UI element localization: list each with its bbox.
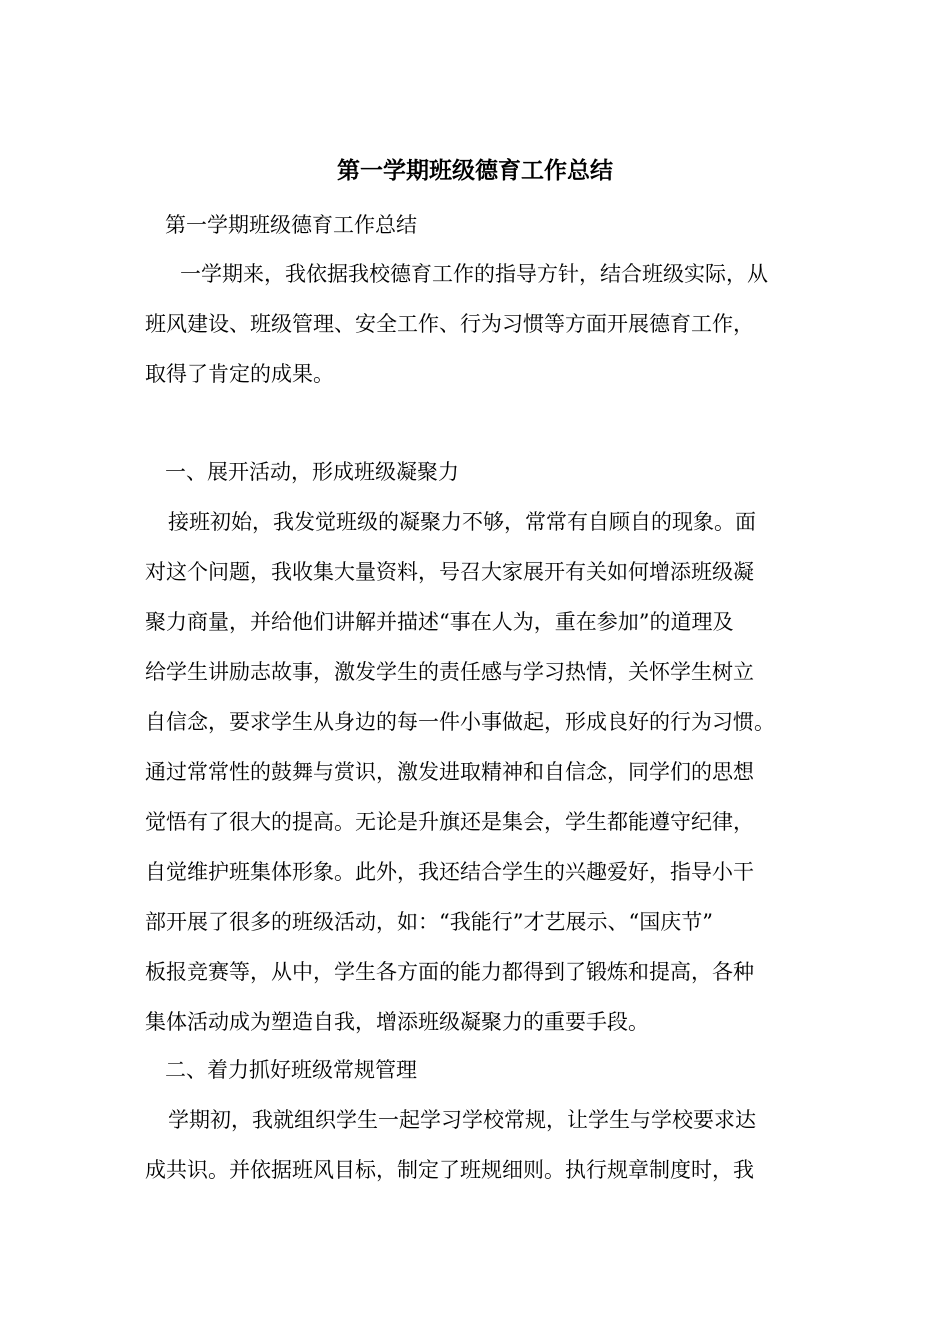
paragraph-line: 接班初始，我发觉班级的凝聚力不够，常常有自顾自的现象。面 xyxy=(168,510,756,534)
paragraph-line: 觉悟有了很大的提高。无论是升旗还是集会，学生都能遵守纪律， xyxy=(145,810,754,834)
paragraph-line: 学期初，我就组织学生一起学习学校常规，让学生与学校要求达 xyxy=(168,1108,756,1132)
paragraph-line: 通过常常性的鼓舞与赏识，激发进取精神和自信念，同学们的思想 xyxy=(145,760,754,784)
paragraph-line: 部开展了很多的班级活动，如：“我能行”才艺展示、“国庆节” xyxy=(145,910,713,934)
paragraph-line: 成共识。并依据班风目标，制定了班规细则。执行规章制度时，我 xyxy=(145,1158,754,1182)
document-title: 第一学期班级德育工作总结 xyxy=(337,157,613,184)
document-subtitle: 第一学期班级德育工作总结 xyxy=(165,213,417,237)
paragraph-line: 板报竞赛等，从中，学生各方面的能力都得到了锻炼和提高，各种 xyxy=(145,960,754,984)
paragraph-line: 自信念，要求学生从身边的每一件小事做起，形成良好的行为习惯。 xyxy=(145,710,775,734)
intro-line: 一学期来，我依据我校德育工作的指导方针，结合班级实际，从 xyxy=(180,262,768,286)
section-heading: 二、着力抓好班级常规管理 xyxy=(165,1058,417,1082)
paragraph-line: 聚力商量，并给他们讲解并描述“事在人为，重在参加”的道理及 xyxy=(145,610,734,634)
intro-line: 班风建设、班级管理、安全工作、行为习惯等方面开展德育工作， xyxy=(145,312,754,336)
paragraph-line: 对这个问题，我收集大量资料，号召大家展开有关如何增添班级凝 xyxy=(145,560,754,584)
paragraph-line: 自觉维护班集体形象。此外，我还结合学生的兴趣爱好，指导小干 xyxy=(145,860,754,884)
intro-line: 取得了肯定的成果。 xyxy=(145,362,334,386)
paragraph-line: 集体活动成为塑造自我，增添班级凝聚力的重要手段。 xyxy=(145,1010,649,1034)
section-heading: 一、展开活动，形成班级凝聚力 xyxy=(165,460,459,484)
paragraph-line: 给学生讲励志故事，激发学生的责任感与学习热情，关怀学生树立 xyxy=(145,660,754,684)
